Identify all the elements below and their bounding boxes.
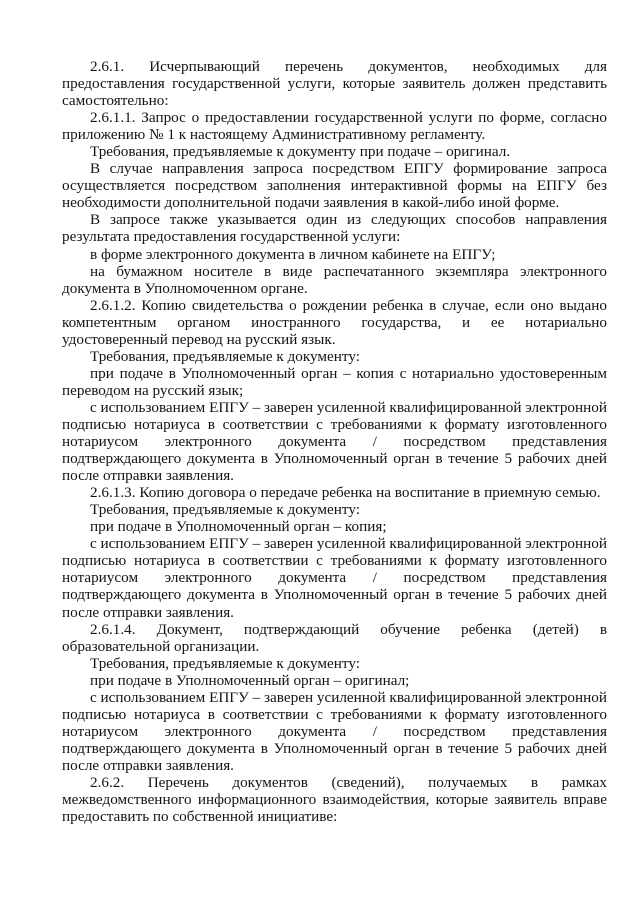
paragraph-2-6-1-4: 2.6.1.4. Документ, подтверждающий обучение ребенка (детей) в образовательной организации. [62,620,607,655]
paragraph-epgu-request: В случае направления запроса посредством ЕПГУ формирование запроса осуществляется посредством заполнения интерактивной формы на ЕПГУ без необходимости дополнительной подачи заявления в какой-либо иной форме. [62,160,607,212]
paragraph-submission-copy: при подаче в Уполномоченный орган – копия; [90,518,387,536]
paragraph-2-6-1-3: 2.6.1.3. Копию договора о передаче ребенка на воспитание в приемную семью. [90,484,601,502]
paragraph-submission-copy-translation: при подаче в Уполномоченный орган – копия с нотариально удостоверенным переводом на русский язык; [62,364,607,399]
paragraph-requirements-original: Требования, предъявляемые к документу при подаче – оригинал. [90,143,511,161]
paragraph-method-paper: на бумажном носителе в виде распечатанного экземпляра электронного документа в Уполномоченном органе. [62,262,607,297]
paragraph-epgu-signature-1: с использованием ЕПГУ – заверен усиленной квалифицированной электронной подписью нотариуса в соответствии с требованиями к формату изготовленного нотариусом электронного документа / посредством представления подтверждающего документа в Уполномоченный орган в течение 5 рабочих дней после отправки заявления. [62,398,607,485]
paragraph-submission-original: при подаче в Уполномоченный орган – оригинал; [90,671,410,689]
paragraph-2-6-2: 2.6.2. Перечень документов (сведений), получаемых в рамках межведомственного информационного взаимодействия, которые заявитель вправе предоставить по собственной инициативе: [62,773,607,826]
paragraph-epgu-signature-2: с использованием ЕПГУ – заверен усиленной квалифицированной электронной подписью нотариуса в соответствии с требованиями к формату изготовленного нотариусом электронного документа / посредством представления подтверждающего документа в Уполномоченный орган в течение 5 рабочих дней после отправки заявления. [62,535,607,621]
paragraph-2-6-1-1: 2.6.1.1. Запрос о предоставлении государственной услуги по форме, согласно приложению № 1 к настоящему Административному регламенту. [62,109,607,144]
paragraph-epgu-signature-3: с использованием ЕПГУ – заверен усиленной квалифицированной электронной подписью нотариуса в соответствии с требованиями к формату изготовленного нотариусом электронного документа / посредством представления подтверждающего документа в Уполномоченный орган в течение 5 рабочих дней после отправки заявления. [62,688,607,774]
document-body [62,58,607,825]
paragraph-2-6-1: 2.6.1. Исчерпывающий перечень документов, необходимых для предоставления государственной услуги, которые заявитель должен представить самостоятельно: [62,58,607,110]
paragraph-requirements-heading-1: Требования, предъявляемые к документу: [90,347,360,365]
paragraph-requirements-heading-2: Требования, предъявляемые к документу: [90,501,360,519]
paragraph-2-6-1-2: 2.6.1.2. Копию свидетельства о рождении ребенка в случае, если оно выдано компетентным органом иностранного государства, и ее нотариально удостоверенный перевод на русский язык. [62,296,607,348]
paragraph-requirements-heading-3: Требования, предъявляемые к документу: [90,654,360,672]
paragraph-result-methods: В запросе также указывается один из следующих способов направления результата предоставления государственной услуги: [62,211,607,246]
paragraph-method-electronic: в форме электронного документа в личном кабинете на ЕПГУ; [90,245,496,263]
